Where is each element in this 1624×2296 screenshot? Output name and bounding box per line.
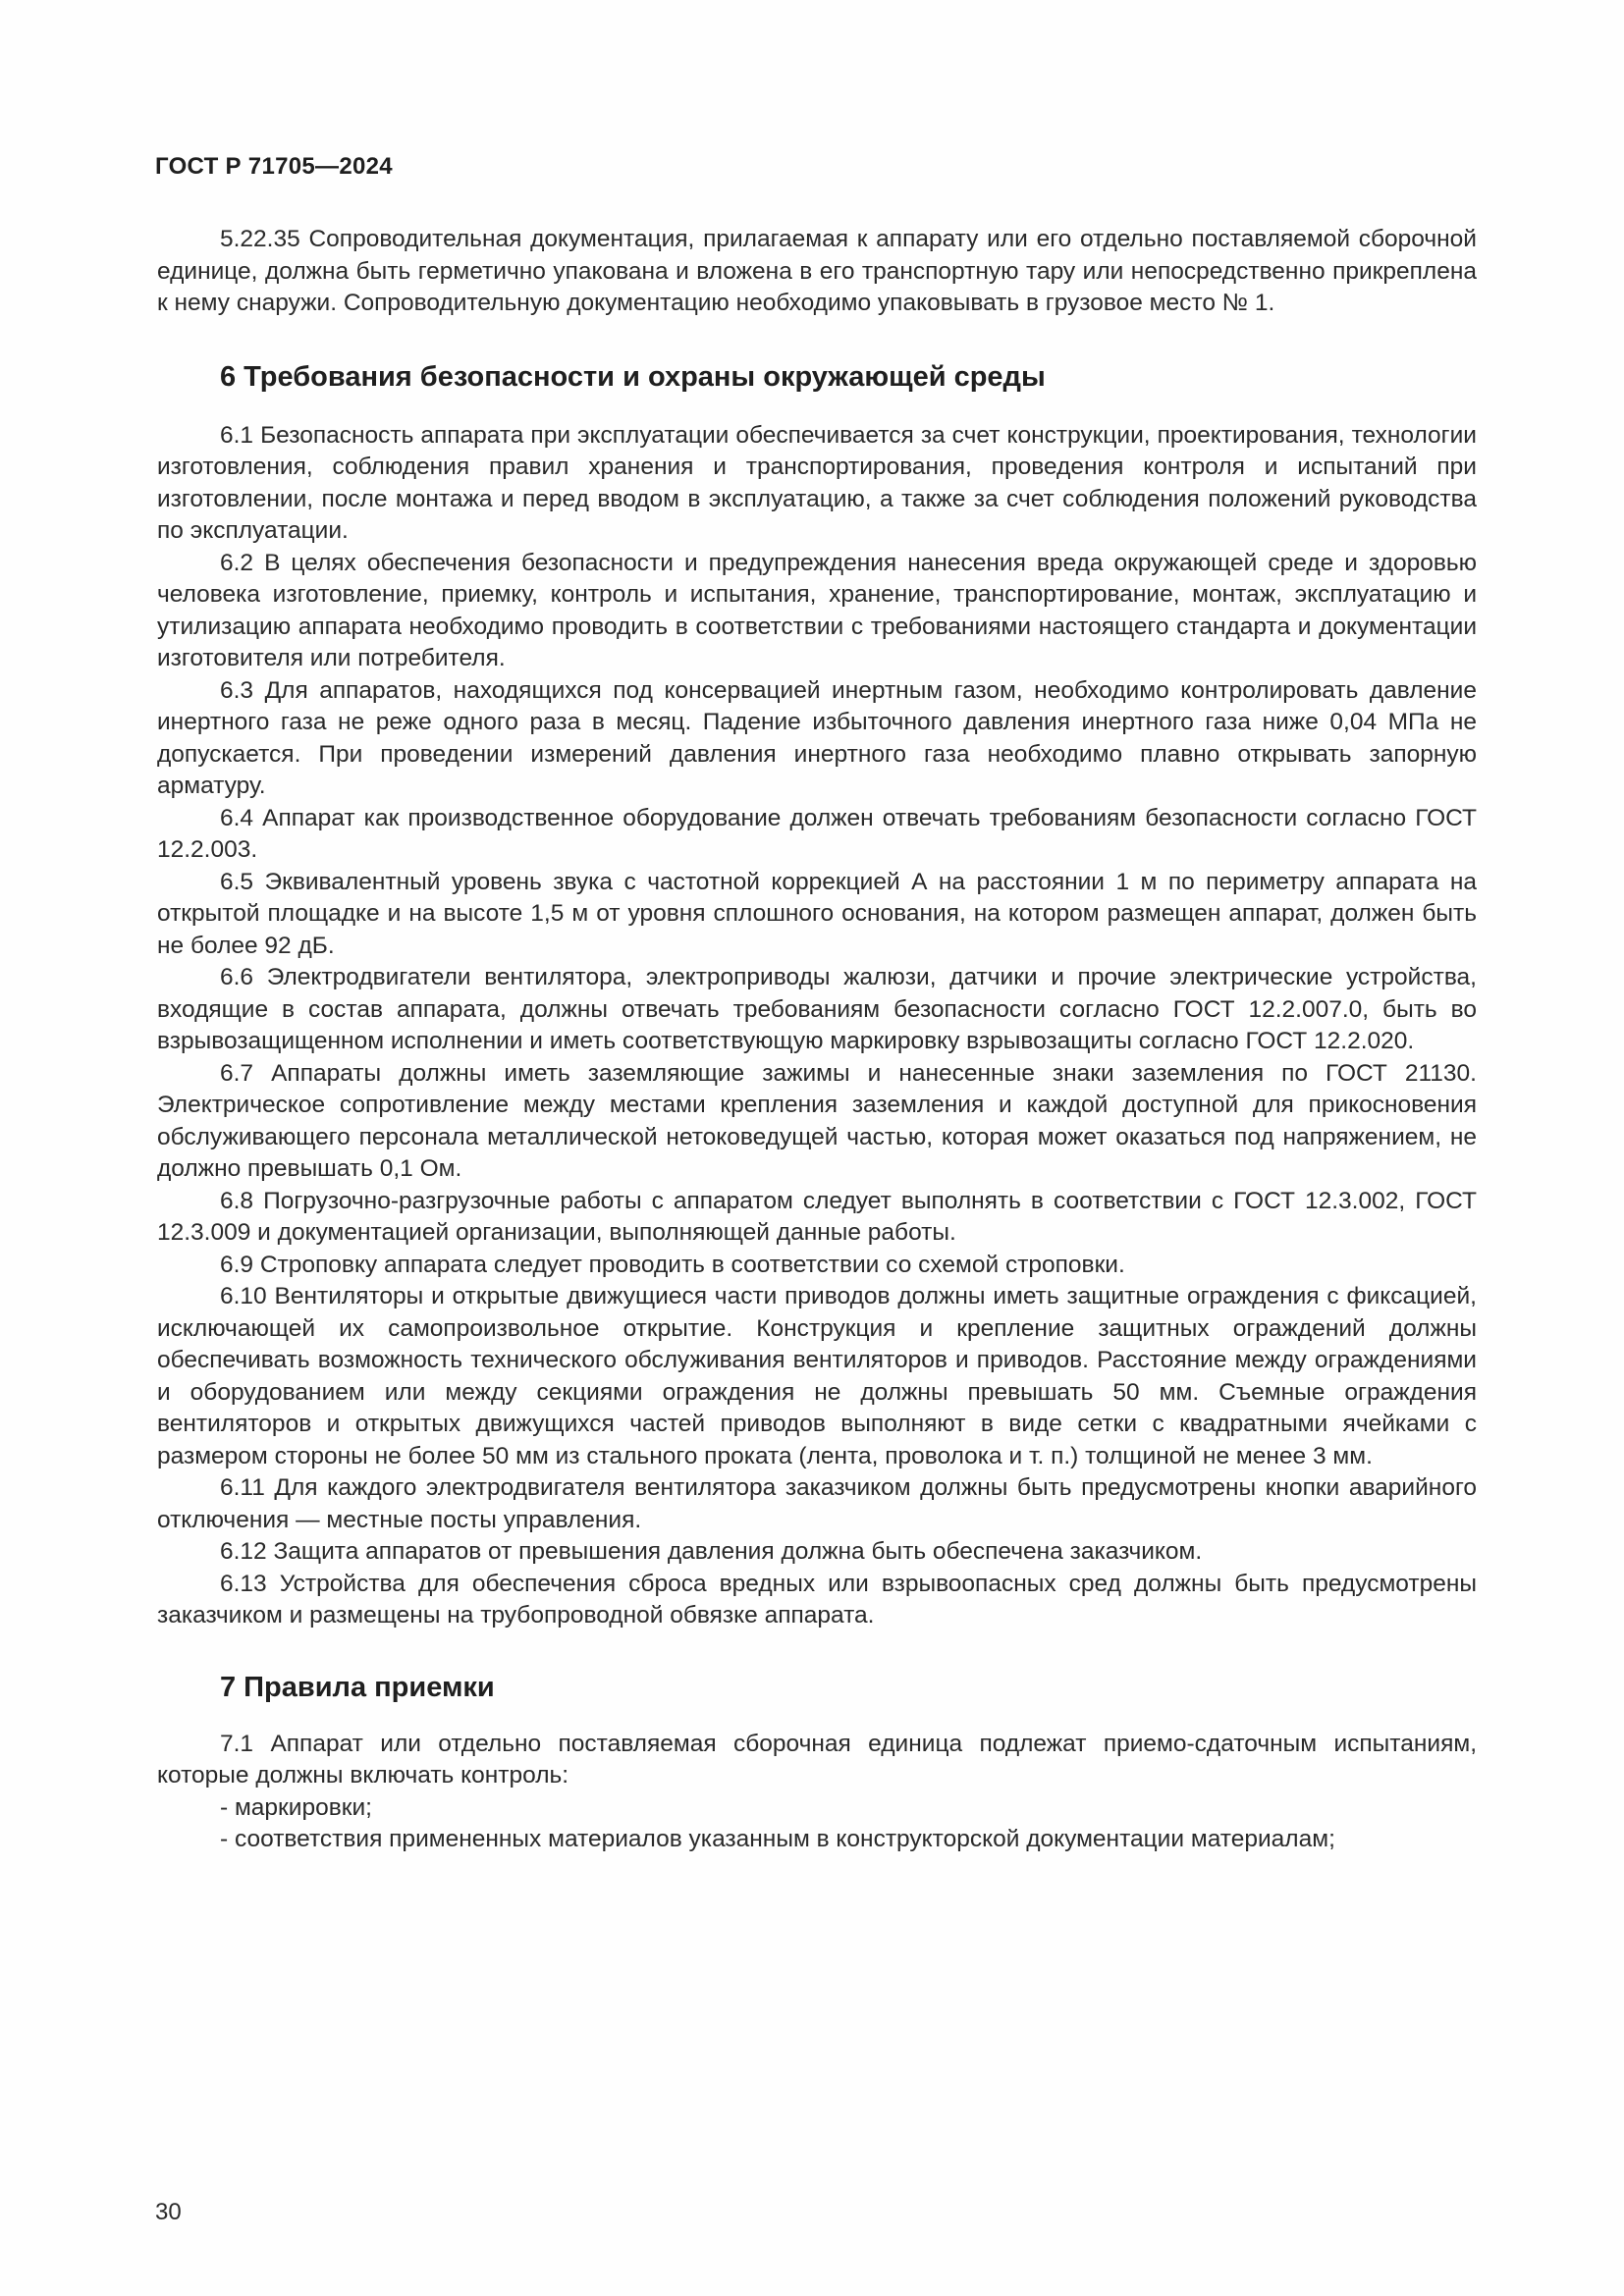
paragraph-6-11: 6.11 Для каждого электродвигателя вентилятора заказчиком должны быть предусмотрены кнопки аварийного отключения — местные посты управления. [157, 1474, 1477, 1533]
paragraph-6-10: 6.10 Вентиляторы и открытые движущиеся части приводов должны иметь защитные ограждения с фиксацией, исключающей их самопроизвольное открытие. Конструкция и крепление защитных ограждений должны обеспечивать возможность технического обслуживания вентиляторов и приводов. Расстояние между ограждениями и оборудованием или между секциями ограждения не должны превышать 50 мм. Съемные ограждения вентиляторов и открытых движущихся частей приводов выполняют в виде сетки с квадратными ячейками с размером стороны не более 50 мм из стального проката (лента, проволока и т. п.) толщиной не менее 3 мм. [157, 1283, 1477, 1469]
paragraph-6-1: 6.1 Безопасность аппарата при эксплуатации обеспечивается за счет конструкции, проектирования, технологии изготовления, соблюдения правил хранения и транспортирования, проведения контроля и испытаний при изготовлении, после монтажа и перед вводом в эксплуатацию, а также за счет соблюдения положений руководства по эксплуатации. [157, 421, 1477, 544]
document-header: ГОСТ Р 71705—2024 [155, 153, 393, 180]
list-item-materials: - соответствия примененных материалов указанным в конструкторской документации материалам; [220, 1826, 1335, 1852]
paragraph-6-4: 6.4 Аппарат как производственное оборудование должен отвечать требованиям безопасности согласно ГОСТ 12.2.003. [157, 804, 1477, 863]
paragraph-6-9: 6.9 Строповку аппарата следует проводить в соответствии со схемой строповки. [220, 1251, 1125, 1278]
paragraph-6-2: 6.2 В целях обеспечения безопасности и предупреждения нанесения вреда окружающей среде и здоровью человека изготовление, приемку, контроль и испытания, хранение, транспортирование, монтаж, эксплуатацию и утилизацию аппарата необходимо проводить в соответствии с требованиями настоящего стандарта и документации изготовителя или потребителя. [157, 549, 1477, 671]
paragraph-6-6: 6.6 Электродвигатели вентилятора, электроприводы жалюзи, датчики и прочие электрические устройства, входящие в состав аппарата, должны отвечать требованиям безопасности согласно ГОСТ 12.2.007.0, быть во взрывозащищенном исполнении и иметь соответствующую маркировку взрывозащиты согласно ГОСТ 12.2.020. [157, 964, 1477, 1054]
section-7-title: 7 Правила приемки [220, 1671, 495, 1703]
list-item-marking: - маркировки; [220, 1793, 372, 1821]
paragraph-6-3: 6.3 Для аппаратов, находящихся под консервацией инертным газом, необходимо контролировать давление инертного газа не реже одного раза в месяц. Падение избыточного давления инертного газа ниже 0,04 МПа не допускается. При проведении измерений давления инертного газа необходимо плавно открывать запорную арматуру. [157, 676, 1477, 799]
page-number: 30 [155, 2199, 182, 2225]
paragraph-6-5: 6.5 Эквивалентный уровень звука с частотной коррекцией А на расстоянии 1 м по периметру аппарата на открытой площадке и на высоте 1,5 м от уровня сплошного основания, на котором размещен аппарат, должен быть не более 92 дБ. [157, 868, 1477, 959]
paragraph-5-22-35: 5.22.35 Сопроводительная документация, прилагаемая к аппарату или его отдельно поставляемой сборочной единице, должна быть герметично упакована и вложена в его транспортную тару или непосредственно прикреплена к нему снаружи. Сопроводительную документацию необходимо упаковывать в грузовое место № 1. [157, 226, 1477, 316]
paragraph-6-8: 6.8 Погрузочно-разгрузочные работы с аппаратом следует выполнять в соответствии с ГОСТ 12.3.002, ГОСТ 12.3.009 и документацией организации, выполняющей данные работы. [157, 1187, 1477, 1246]
document-body [157, 224, 1477, 1856]
paragraph-6-12: 6.12 Защита аппаратов от превышения давления должна быть обеспечена заказчиком. [220, 1538, 1203, 1565]
section-6-title: 6 Требования безопасности и охраны окружающей среды [220, 360, 1046, 393]
paragraph-7-1: 7.1 Аппарат или отдельно поставляемая сборочная единица подлежат приемо-сдаточным испытаниям, которые должны включать контроль: [157, 1730, 1477, 1789]
paragraph-6-7: 6.7 Аппараты должны иметь заземляющие зажимы и нанесенные знаки заземления по ГОСТ 21130. Электрическое сопротивление между местами крепления заземления и каждой доступной для прикосновения обслуживающего персонала металлической нетоковедущей частью, которая может оказаться под напряжением, не должно превышать 0,1 Ом. [157, 1059, 1477, 1182]
paragraph-6-13: 6.13 Устройства для обеспечения сброса вредных или взрывоопасных сред должны быть предусмотрены заказчиком и размещены на трубопроводной обвязке аппарата. [157, 1570, 1477, 1629]
